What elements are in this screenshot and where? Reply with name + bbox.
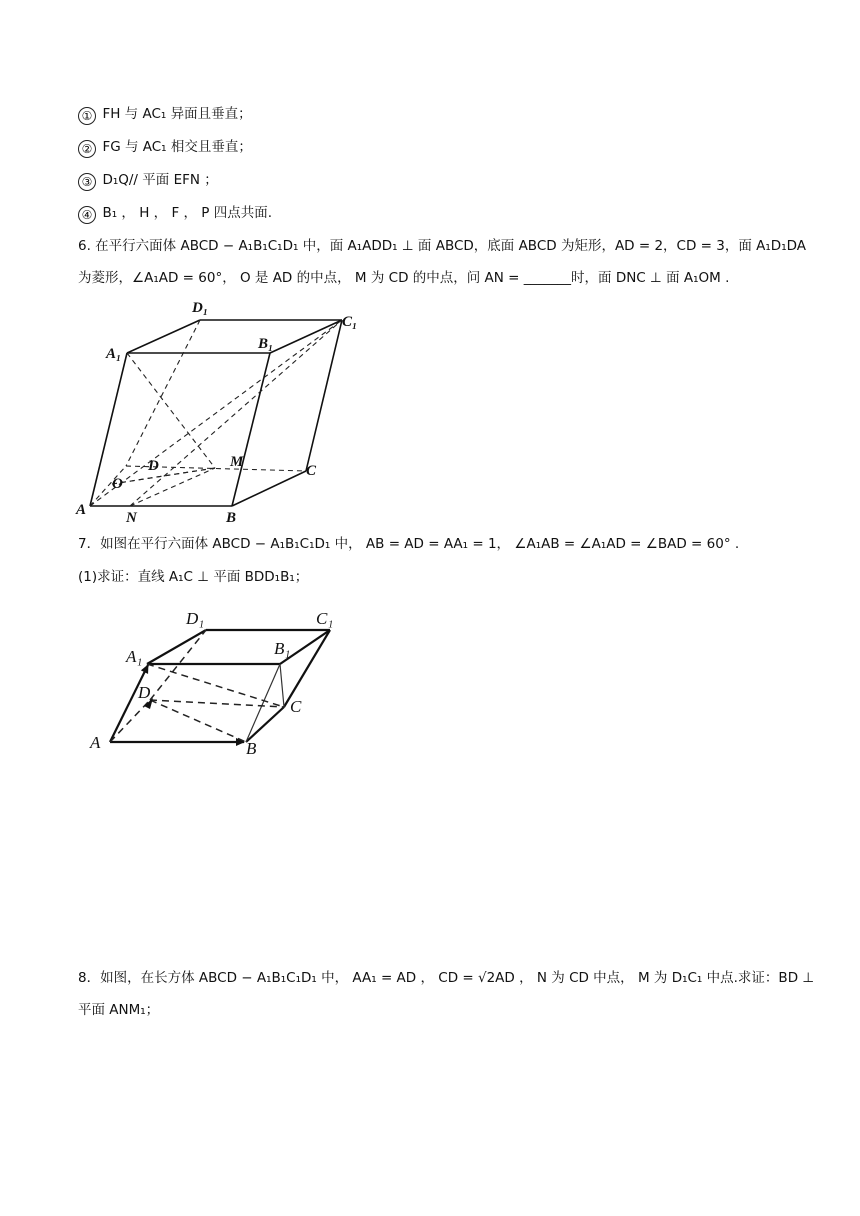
label-b1: B₁ xyxy=(258,336,274,352)
label-c1: C₁ xyxy=(342,314,358,330)
label-n: N xyxy=(126,510,137,526)
item-number: ④ xyxy=(78,206,96,224)
question-7-line-1: 7．如图在平行六面体 ABCD − A₁B₁C₁D₁ 中， AB = AD = AA₁ = 1， ∠A₁AB = ∠A₁AD = ∠BAD = 60° . xyxy=(78,536,740,552)
label-b: B xyxy=(246,739,257,758)
label-m: M xyxy=(230,454,244,470)
question-8-line-1: 8．如图，在长方体 ABCD − A₁B₁C₁D₁ 中， AA₁ = AD ， CD = √2AD ， N 为 CD 中点， M 为 D₁C₁ 中点.求证：BD ⊥ xyxy=(78,970,815,986)
question-6-figure xyxy=(70,294,370,530)
question-6-line-1: 6. 在平行六面体 ABCD − A₁B₁C₁D₁ 中，面 A₁ADD₁ ⊥ 面 ABCD，底面 ABCD 为矩形，AD = 2，CD = 3，面 A₁D₁DA xyxy=(78,238,807,254)
label-b1: B₁ xyxy=(274,639,291,658)
item-number: ① xyxy=(78,107,96,125)
question-7-line-2: (1)求证：直线 A₁C ⊥ 平面 BDD₁B₁； xyxy=(78,569,309,585)
label-a: A xyxy=(76,502,87,518)
statement-4 xyxy=(78,203,272,224)
label-a: A xyxy=(90,733,101,752)
statement-2 xyxy=(78,137,252,158)
label-d: D xyxy=(148,458,159,474)
item-number: ② xyxy=(78,140,96,158)
statement-text: B₁ ， H ， F ， P 四点共面. xyxy=(102,205,273,221)
question-8-line-2: 平面 ANM₁； xyxy=(78,1002,160,1018)
statement-text: FG 与 AC₁ 相交且垂直； xyxy=(102,139,252,155)
label-d1: D₁ xyxy=(192,300,209,316)
label-b: B xyxy=(226,510,237,526)
statement-text: D₁Q// 平面 EFN ； xyxy=(102,172,218,188)
label-a1: A₁ xyxy=(126,647,143,666)
statement-3 xyxy=(78,170,218,191)
question-7-figure xyxy=(84,602,374,762)
label-c: C xyxy=(290,697,302,716)
label-d: D xyxy=(138,683,151,702)
label-d1: D₁ xyxy=(186,609,205,628)
label-o: O xyxy=(112,476,123,492)
statement-1 xyxy=(78,104,252,125)
item-number: ③ xyxy=(78,173,96,191)
label-c1: C₁ xyxy=(316,609,334,628)
question-6-line-2: 为菱形，∠A₁AD = 60°， O 是 AD 的中点， M 为 CD 的中点，问 AN = _______时，面 DNC ⊥ 面 A₁OM . xyxy=(78,270,730,286)
label-c: C xyxy=(306,463,317,479)
statement-text: FH 与 AC₁ 异面且垂直； xyxy=(102,106,252,122)
label-a1: A₁ xyxy=(106,346,122,362)
